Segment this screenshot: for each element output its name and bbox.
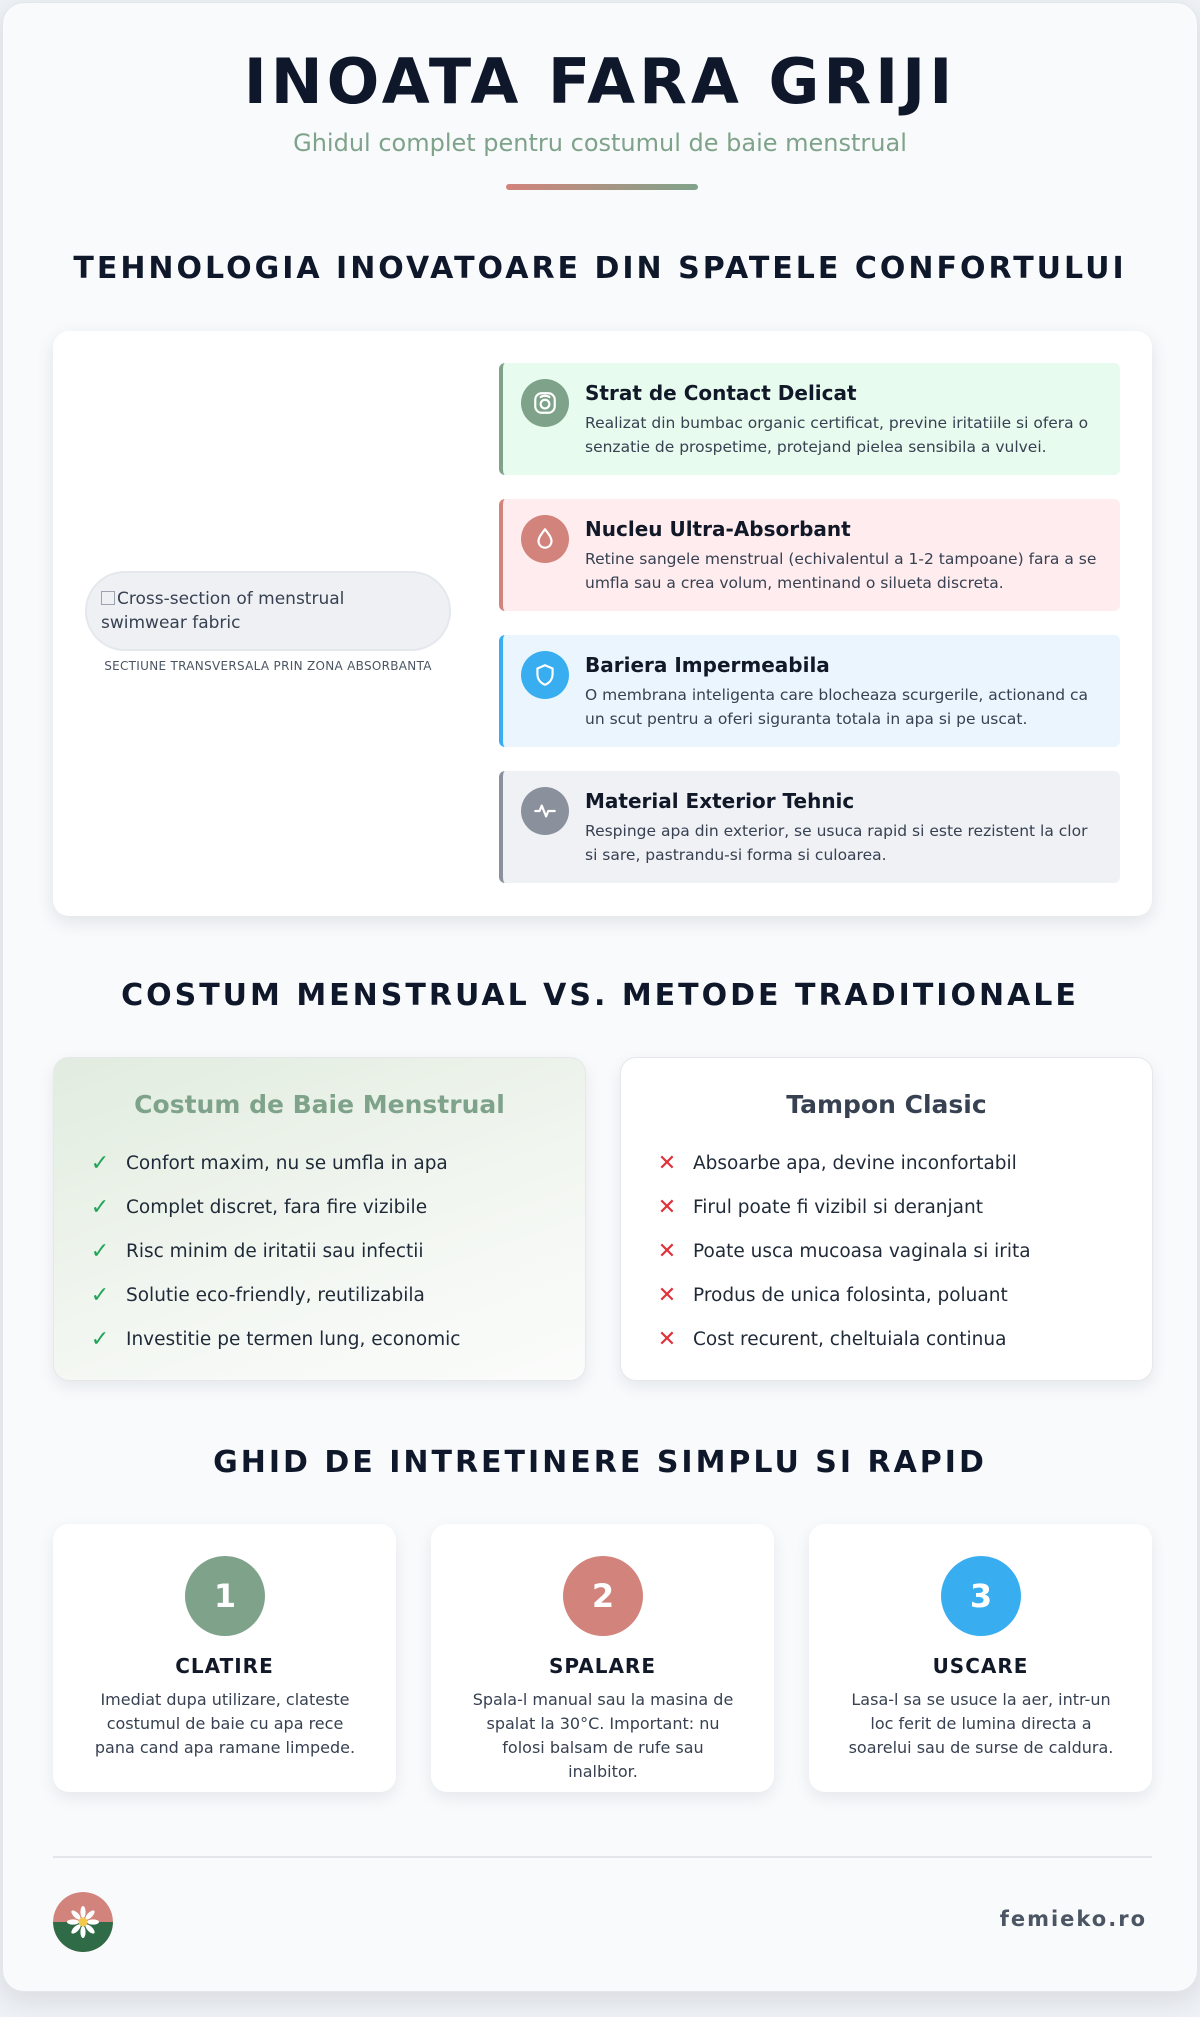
- benefits-list: [54, 1141, 585, 1361]
- infographic-page: [2, 2, 1198, 1992]
- list-item-text: Absoarbe apa, devine inconfortabil: [693, 1152, 1017, 1174]
- activity-icon: [521, 787, 569, 835]
- list-item: [86, 1229, 585, 1273]
- step-card-dry: [809, 1524, 1152, 1792]
- femieko-logo-icon[interactable]: [53, 1892, 113, 1952]
- list-item-text: Solutie eco-friendly, reutilizabila: [126, 1284, 425, 1306]
- droplet-icon: [521, 515, 569, 563]
- list-item: [653, 1185, 1152, 1229]
- layer-title: Strat de Contact Delicat: [585, 381, 857, 405]
- image-caption: SECTIUNE TRANSVERSALA PRIN ZONA ABSORBANTA: [104, 659, 432, 673]
- step-title: CLATIRE: [175, 1654, 274, 1678]
- step-description: Imediat dupa utilizare, clateste costumul de baie cu apa rece pana cand apa ramane limpede.: [94, 1690, 356, 1757]
- cross-icon: ✕: [657, 1194, 677, 1220]
- list-item-text: Cost recurent, cheltuiala continua: [693, 1328, 1007, 1350]
- image-alt-text: Cross-section of menstrual swimwear fabric: [101, 589, 345, 633]
- technology-card: [53, 331, 1152, 916]
- cross-icon: ✕: [657, 1150, 677, 1176]
- care-heading: GHID DE INTRETINERE SIMPLU SI RAPID: [213, 1445, 987, 1480]
- list-item: [86, 1141, 585, 1185]
- page-subtitle: Ghidul complet pentru costumul de baie menstrual: [293, 129, 907, 157]
- list-item: [86, 1317, 585, 1361]
- layer-title: Nucleu Ultra-Absorbant: [585, 517, 851, 541]
- layer-waterproof-barrier: [499, 635, 1120, 747]
- footer-site-link[interactable]: femieko.ro: [999, 1907, 1147, 1931]
- check-icon: ✓: [90, 1238, 110, 1264]
- layer-technical-exterior: [499, 771, 1120, 883]
- skin-contact-icon: [521, 379, 569, 427]
- technology-heading: TEHNOLOGIA INOVATOARE DIN SPATELE CONFORTULUI: [73, 251, 1127, 286]
- list-item-text: Produs de unica folosinta, poluant: [693, 1284, 1008, 1306]
- list-item: [653, 1273, 1152, 1317]
- list-item-text: Firul poate fi vizibil si deranjant: [693, 1196, 983, 1218]
- layer-description: Respinge apa din exterior, se usuca rapid si este rezistent la clor si sare, pastrandu-si forma si culoarea.: [585, 822, 1088, 864]
- check-icon: ✓: [90, 1326, 110, 1352]
- step-title: USCARE: [932, 1654, 1029, 1678]
- cross-icon: ✕: [657, 1326, 677, 1352]
- classic-tampon-card: [620, 1057, 1153, 1381]
- step-description: Lasa-l sa se usuce la aer, intr-un loc ferit de lumina directa a soarelui sau de surse de caldura.: [848, 1690, 1114, 1757]
- page-title: INOATA FARA GRIJI: [243, 45, 957, 118]
- layer-description: Retine sangele menstrual (echivalentul a 1-2 tampoane) fara a se umfla sau a crea volum, mentinand o silueta discreta.: [585, 550, 1097, 592]
- list-item: [653, 1141, 1152, 1185]
- list-item: [86, 1185, 585, 1229]
- shield-icon: [521, 651, 569, 699]
- layer-description: Realizat din bumbac organic certificat, previne iritatiile si ofera o senzatie de prospetime, protejand pielea sensibila a vulvei.: [585, 414, 1089, 456]
- footer-divider: [53, 1856, 1152, 1858]
- list-item: [86, 1273, 585, 1317]
- broken-image-icon: [101, 591, 115, 605]
- fabric-cross-section-image: [85, 571, 451, 651]
- list-item-text: Complet discret, fara fire vizibile: [126, 1196, 428, 1218]
- menstrual-swimwear-card: [53, 1057, 586, 1381]
- check-icon: ✓: [90, 1194, 110, 1220]
- step-card-wash: [431, 1524, 774, 1792]
- check-icon: ✓: [90, 1150, 110, 1176]
- list-item-text: Investitie pe termen lung, economic: [126, 1328, 461, 1350]
- cross-icon: ✕: [657, 1282, 677, 1308]
- list-item: [653, 1317, 1152, 1361]
- layer-title: Material Exterior Tehnic: [585, 789, 855, 813]
- drawbacks-list: [621, 1141, 1152, 1361]
- cross-icon: ✕: [657, 1238, 677, 1264]
- step-number: 1: [185, 1556, 265, 1636]
- card-title: Tampon Clasic: [786, 1090, 987, 1119]
- layer-absorbent-core: [499, 499, 1120, 611]
- title-divider: [506, 184, 698, 190]
- step-card-rinse: [53, 1524, 396, 1792]
- list-item-text: Poate usca mucoasa vaginala si irita: [693, 1240, 1031, 1262]
- step-description: Spala-l manual sau la masina de spalat la 30°C. Important: nu folosi balsam de rufe sau inalbitor.: [472, 1690, 734, 1781]
- layer-description: O membrana inteligenta care blocheaza scurgerile, actionand ca un scut pentru a oferi siguranta totala in apa si pe uscat.: [585, 686, 1089, 728]
- list-item-text: Risc minim de iritatii sau infectii: [126, 1240, 424, 1262]
- step-number: 2: [563, 1556, 643, 1636]
- step-number: 3: [941, 1556, 1021, 1636]
- list-item: [653, 1229, 1152, 1273]
- layer-contact: [499, 363, 1120, 475]
- card-title: Costum de Baie Menstrual: [134, 1090, 505, 1119]
- step-title: SPALARE: [549, 1654, 656, 1678]
- list-item-text: Confort maxim, nu se umfla in apa: [126, 1152, 448, 1174]
- layer-title: Bariera Impermeabila: [585, 653, 830, 677]
- comparison-heading: COSTUM MENSTRUAL VS. METODE TRADITIONALE: [121, 978, 1079, 1013]
- check-icon: ✓: [90, 1282, 110, 1308]
